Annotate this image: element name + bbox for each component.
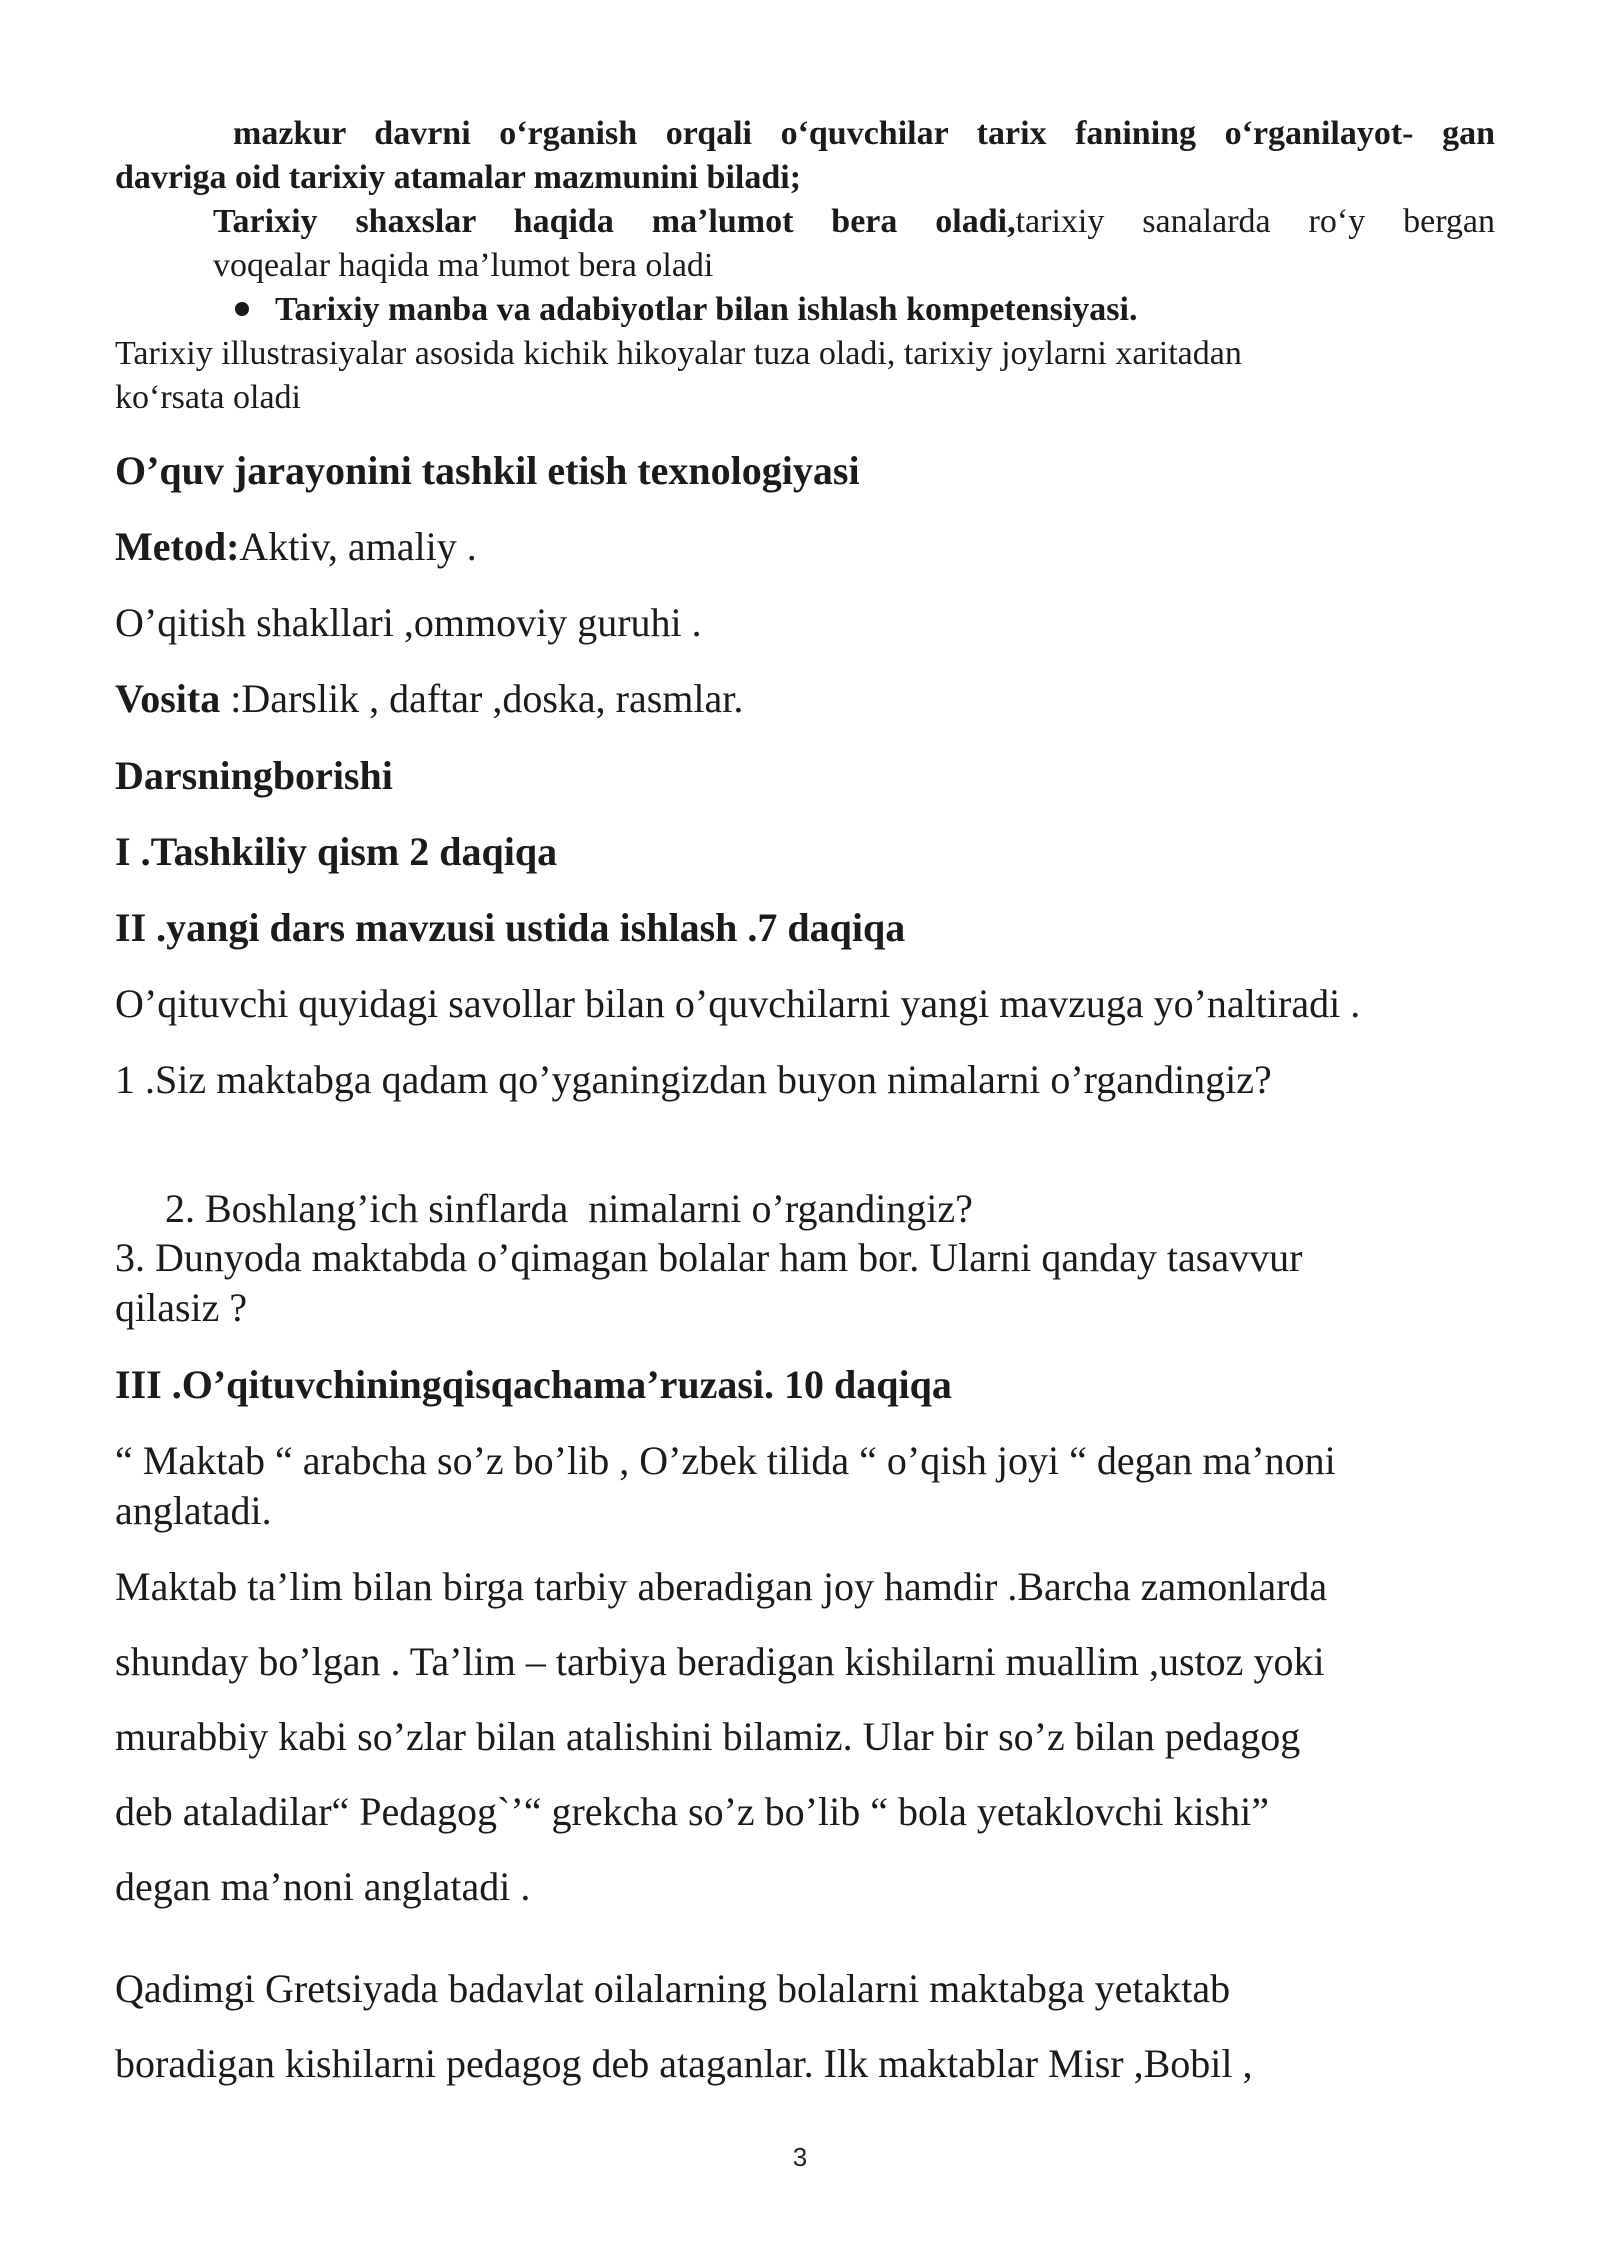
part3-heading <box>115 1359 1495 1411</box>
paragraph-2-line-1-text: Maktab ta’lim bilan birga tarbiy aberadigan joy hamdir .Barcha zamonlarda <box>115 1564 1328 1609</box>
part2-heading <box>115 902 1495 954</box>
paragraph-3-line-2-text: boradigan kishilarni pedagog deb ataganlar. Ilk maktablar Misr ,Bobil , <box>115 2041 1253 2086</box>
part3-heading-text: III .O’qituvchiningqisqachama’ruzasi. 10 daqiqa <box>115 1362 952 1407</box>
maktab-line-1 <box>115 1435 1495 1487</box>
paragraph-3-line-2 <box>115 2038 1495 2090</box>
tech-heading-text: O’quv jarayonini tashkil etish texnologiyasi <box>115 448 860 493</box>
paragraph-2-line-5 <box>115 1861 1495 1913</box>
intro-paragraph-line-2 <box>115 376 1495 420</box>
part2-heading-text: II .yangi dars mavzusi ustida ishlash .7 daqiqa <box>115 905 906 950</box>
shakllari-line <box>115 597 1495 649</box>
question-3-line-2 <box>115 1282 1495 1334</box>
vosita-line <box>115 673 1495 725</box>
vosita-value: :Darslik , daftar ,doska, rasmlar. <box>220 676 744 721</box>
paragraph-2-line-5-text: degan ma’noni anglatadi . <box>115 1864 531 1909</box>
paragraph-2-line-4-text: deb ataladilar“ Pedagog`’“ grekcha so’z bo’lib “ bola yetaklovchi kishi” <box>115 1789 1269 1834</box>
intro-paragraph-line-1-text: Tarixiy illustrasiyalar asosida kichik hikoyalar tuza oladi, tarixiy joylarni xaritadan <box>115 335 1242 372</box>
item-shaxslar-rest: tarixiy sanalarda roʻy bergan <box>1015 203 1495 240</box>
intro-paragraph-line-2-text: koʻrsata oladi <box>115 379 301 416</box>
paragraph-2-line-3 <box>115 1711 1495 1763</box>
darsning-heading <box>115 750 1495 802</box>
maktab-line-2 <box>115 1485 1495 1537</box>
shakllari-text: O’qitish shakllari ,ommoviy guruhi . <box>115 600 702 645</box>
intro-line-2 <box>115 156 1495 200</box>
intro-item-shaxslar <box>213 200 1495 244</box>
question-3-line-2-text: qilasiz ? <box>115 1285 248 1330</box>
part1-heading-text: I .Tashkiliy qism 2 daqiqa <box>115 829 558 874</box>
page-number: 3 <box>792 2142 808 2172</box>
paragraph-2-line-1 <box>115 1561 1495 1613</box>
teacher-intro-text: O’qituvchi quyidagi savollar bilan o’quvchilarni yangi mavzuga yo’naltiradi . <box>115 981 1361 1026</box>
paragraph-2-line-2-text: shunday bo’lgan . Ta’lim – tarbiya beradigan kishilarni muallim ,ustoz yoki <box>115 1639 1325 1684</box>
teacher-intro <box>115 978 1495 1030</box>
intro-item-shaxslar-line2 <box>213 244 1495 288</box>
intro-line-1 <box>115 112 1495 156</box>
part1-heading <box>115 826 1495 878</box>
question-1-text: 1 .Siz maktabga qadam qo’yganingizdan buyon nimalarni o’rgandingiz? <box>115 1057 1272 1102</box>
maktab-line-1-text: “ Maktab “ arabcha so’z bo’lib , O’zbek tilida “ o’qish joyi “ degan ma’noni <box>115 1438 1336 1483</box>
bullet-item-text: Tarixiy manba va adabiyotlar bilan ishlash kompetensiyasi. <box>275 291 1138 328</box>
darsning-heading-text: Darsningborishi <box>115 753 393 798</box>
vosita-label: Vosita <box>115 676 221 721</box>
paragraph-3-line-1 <box>115 1963 1495 2015</box>
metod-label: Metod: <box>115 524 240 569</box>
paragraph-2-line-2 <box>115 1636 1495 1688</box>
item-shaxslar-bold: Tarixiy shaxslar haqida maʼlumot bera oladi, <box>213 203 1016 240</box>
metod-value: Aktiv, amaliy . <box>239 524 477 569</box>
question-2-text: 2. Boshlang’ich sinflarda nimalarni o’rgandingiz? <box>155 1186 973 1231</box>
tech-heading <box>115 445 1495 497</box>
bullet-icon <box>235 302 249 316</box>
bullet-item <box>235 288 1495 332</box>
intro-line-1-text: mazkur davrni oʻrganish orqali oʻquvchilar tarix fanining oʻrganilayot- gan <box>233 115 1495 152</box>
intro-line-2-text: davriga oid tarixiy atamalar mazmunini biladi; <box>115 159 802 196</box>
intro-paragraph-line-1 <box>115 332 1495 376</box>
item-shaxslar-line2-text: voqealar haqida maʼlumot bera oladi <box>213 247 714 284</box>
question-3-line-1-text: 3. Dunyoda maktabda o’qimagan bolalar ham bor. Ularni qanday tasavvur <box>115 1235 1303 1280</box>
question-1 <box>115 1054 1495 1106</box>
paragraph-2-line-4 <box>115 1786 1495 1838</box>
maktab-line-2-text: anglatadi. <box>115 1488 272 1533</box>
question-3-line-1 <box>115 1232 1495 1284</box>
metod-line <box>115 521 1495 573</box>
paragraph-3-line-1-text: Qadimgi Gretsiyada badavlat oilalarning bolalarni maktabga yetaktab <box>115 1966 1231 2011</box>
paragraph-2-line-3-text: murabbiy kabi so’zlar bilan atalishini bilamiz. Ular bir so’z bilan pedagog <box>115 1714 1301 1759</box>
